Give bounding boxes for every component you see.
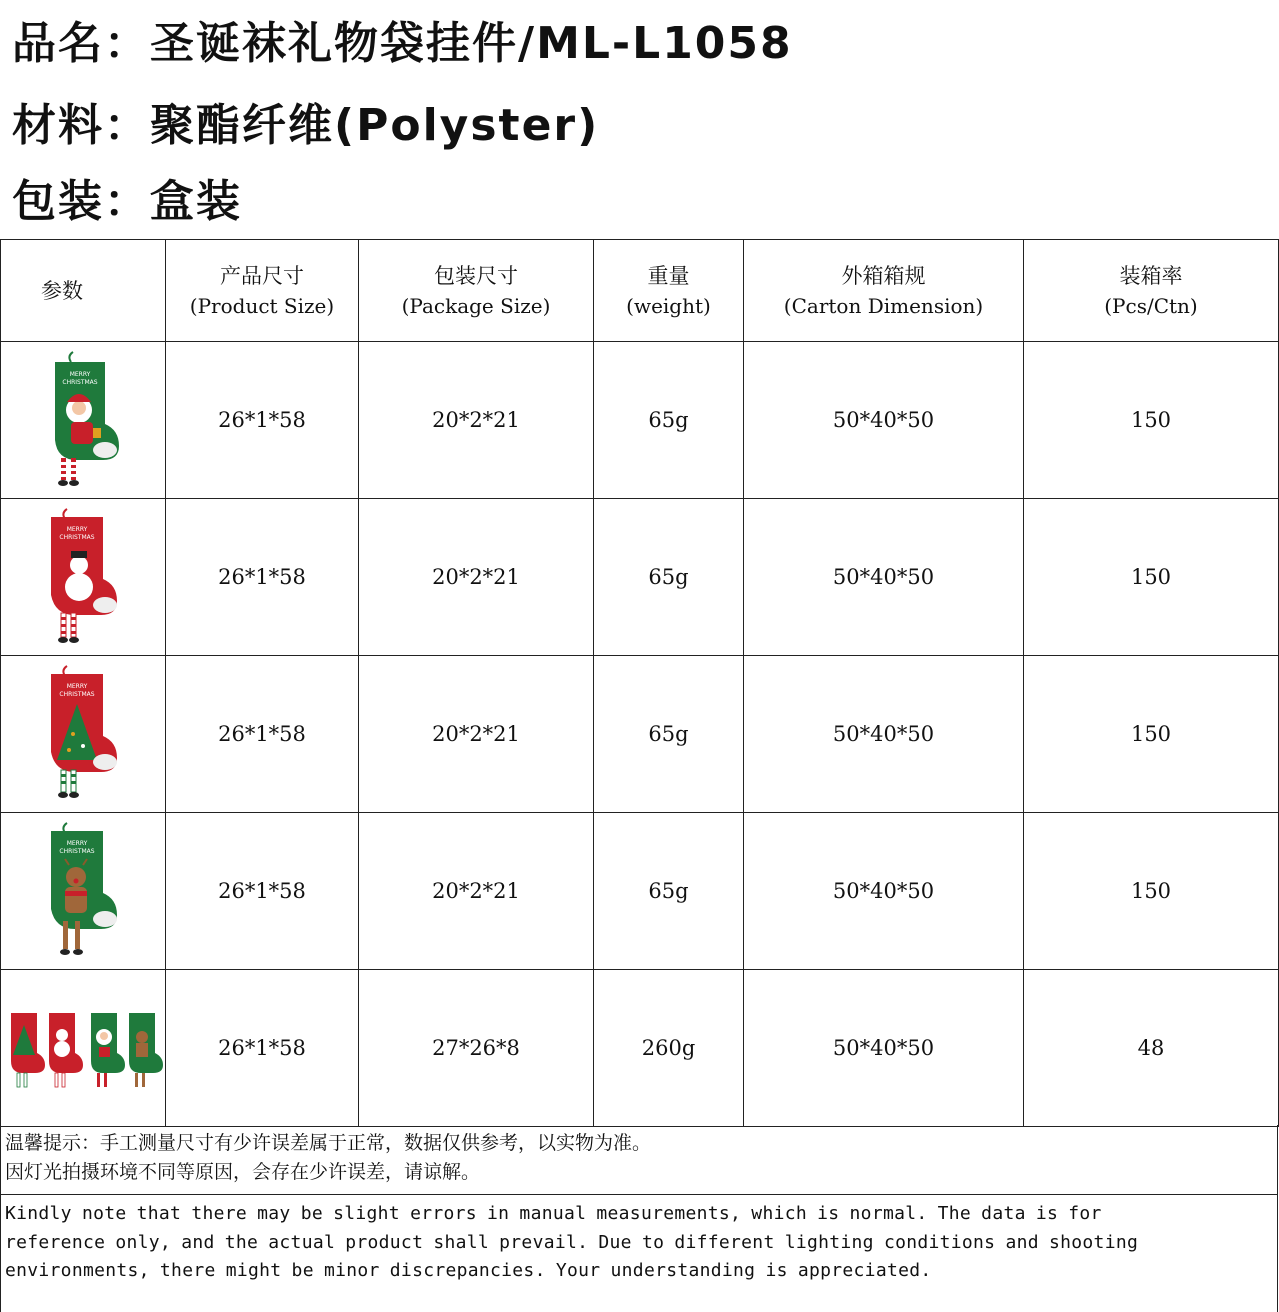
stocking-text: MERRY — [66, 840, 88, 847]
product-image-cell — [1, 970, 166, 1127]
table-row — [1, 656, 1279, 813]
weight-cell: 65g — [594, 813, 744, 970]
col-header-cn: 产品尺寸 — [220, 263, 304, 288]
carton-cell: 50*40*50 — [744, 813, 1024, 970]
col-header-params — [1, 240, 166, 342]
chinese-note — [1, 1125, 1277, 1195]
carton-cell: 50*40*50 — [744, 499, 1024, 656]
material-heading: 材料：聚酯纤维(Polyster) — [12, 100, 600, 151]
stocking-text: CHRISTMAS — [59, 691, 95, 698]
product-image-cell — [1, 813, 166, 970]
product-size-cell: 26*1*58 — [166, 813, 359, 970]
notes-box — [0, 1125, 1278, 1312]
weight-cell: 65g — [594, 499, 744, 656]
table-row — [1, 813, 1279, 970]
col-header-en: (Package Size) — [401, 293, 551, 318]
english-note-line: environments, there might be minor discrepancies. Your understanding is appreciated. — [5, 1260, 932, 1281]
santa-stocking-image — [43, 350, 123, 490]
product-size-cell: 26*1*58 — [166, 499, 359, 656]
product-size-cell: 26*1*58 — [166, 970, 359, 1127]
carton-cell: 50*40*50 — [744, 656, 1024, 813]
pcs-cell: 150 — [1024, 813, 1279, 970]
pcs-cell: 150 — [1024, 499, 1279, 656]
english-note — [1, 1195, 1277, 1312]
col-header-en: (weight) — [626, 293, 711, 318]
pcs-cell: 48 — [1024, 970, 1279, 1127]
stocking-text: CHRISTMAS — [59, 534, 95, 541]
package-size-cell: 20*2*21 — [359, 656, 594, 813]
col-header-en: (Pcs/Ctn) — [1104, 293, 1198, 318]
table-row — [1, 970, 1279, 1127]
col-header-pcs — [1024, 240, 1279, 342]
product-size-cell: 26*1*58 — [166, 656, 359, 813]
stocking-text: MERRY — [66, 683, 88, 690]
table-row — [1, 342, 1279, 499]
weight-cell: 260g — [594, 970, 744, 1127]
col-header-cn: 包装尺寸 — [434, 263, 518, 288]
reindeer-stocking-image — [43, 821, 123, 961]
stocking-text: MERRY — [69, 371, 91, 378]
chinese-note-line: 温馨提示：手工测量尺寸有少许误差属于正常，数据仅供参考，以实物为准。 — [5, 1132, 652, 1154]
product-size-cell: 26*1*58 — [166, 342, 359, 499]
col-header-cn: 外箱箱规 — [841, 263, 926, 288]
packaging-heading: 包装：盒装 — [12, 176, 242, 227]
col-header-params-cn: 参数 — [41, 278, 83, 303]
pcs-cell: 150 — [1024, 342, 1279, 499]
package-size-cell: 27*26*8 — [359, 970, 594, 1127]
tree-stocking-image — [43, 664, 123, 804]
col-header-en: (Carton Dimension) — [783, 293, 984, 318]
carton-cell: 50*40*50 — [744, 970, 1024, 1127]
col-header-package-size — [359, 240, 594, 342]
col-header-cn: 装箱率 — [1119, 263, 1183, 288]
package-size-cell: 20*2*21 — [359, 342, 594, 499]
pcs-cell: 150 — [1024, 656, 1279, 813]
table-header-row — [1, 240, 1279, 342]
stocking-text: CHRISTMAS — [59, 848, 95, 855]
four-stockings-set-image — [3, 1003, 163, 1093]
spec-table — [0, 239, 1279, 1127]
weight-cell: 65g — [594, 342, 744, 499]
stocking-text: CHRISTMAS — [62, 379, 98, 386]
col-header-cn: 重量 — [647, 263, 690, 288]
package-size-cell: 20*2*21 — [359, 813, 594, 970]
stocking-text: MERRY — [66, 526, 88, 533]
product-name-heading: 品名：圣诞袜礼物袋挂件/ML-L1058 — [12, 18, 793, 69]
product-image-cell — [1, 499, 166, 656]
product-image-cell — [1, 656, 166, 813]
english-note-line: reference only, and the actual product shall prevail. Due to different lighting conditions and shooting — [5, 1231, 1139, 1253]
carton-cell: 50*40*50 — [744, 342, 1024, 499]
col-header-weight — [594, 240, 744, 342]
weight-cell: 65g — [594, 656, 744, 813]
chinese-note-line: 因灯光拍摄环境不同等原因，会存在少许误差，请谅解。 — [5, 1161, 481, 1183]
english-note-line: Kindly note that there may be slight errors in manual measurements, which is normal. The data is for — [5, 1203, 1102, 1224]
snowman-stocking-image — [43, 507, 123, 647]
product-image-cell — [1, 342, 166, 499]
package-size-cell: 20*2*21 — [359, 499, 594, 656]
col-header-en: (Product Size) — [189, 293, 335, 318]
col-header-carton — [744, 240, 1024, 342]
table-row — [1, 499, 1279, 656]
col-header-product-size — [166, 240, 359, 342]
